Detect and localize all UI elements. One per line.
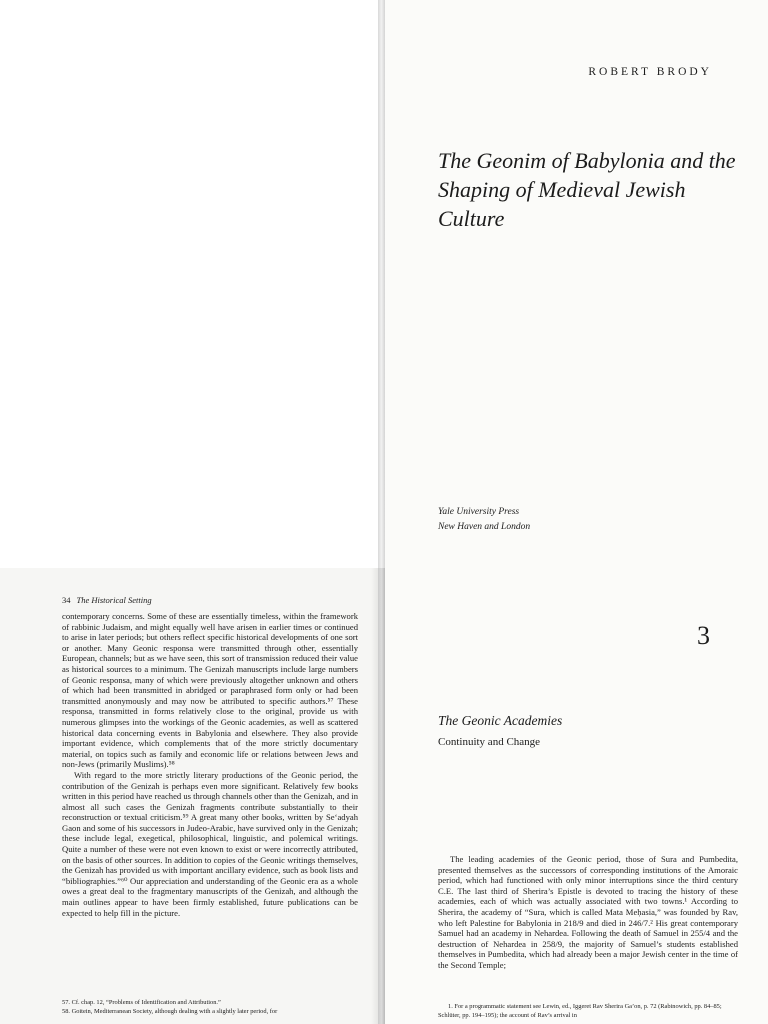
chapter-subtitle: Continuity and Change — [438, 736, 541, 748]
publisher-imprint — [438, 505, 530, 535]
title-page — [385, 0, 768, 568]
publisher-location: New Haven and London — [438, 522, 531, 532]
footnote: 57. Cf. chap. 12, “Problems of Identification and Attribution.” — [62, 999, 221, 1006]
book-title: The Geonim of Babylonia and the Shaping of Medieval Jewish Culture — [438, 148, 736, 231]
chapter-title: The Geonic Academies — [438, 713, 563, 728]
blank-page — [0, 0, 378, 568]
chapter-opening-page — [385, 568, 768, 1024]
page-number: 34 — [62, 595, 71, 605]
running-head — [62, 595, 152, 605]
footnote: 1. For a programmatic statement see Lewin, ed., Iggeret Rav Sherira Ga’on, p. 72 (Rabinowich, pp. 84–85; Schlüter, pp. 194–195); the account of Rav’s arrival in — [438, 1003, 722, 1019]
gutter-shadow — [371, 568, 385, 1024]
footnote: 58. Goitein, Mediterranean Society, although dealing with a slightly later period, for — [62, 1008, 278, 1015]
body-text: The leading academies of the Geonic period, those of Sura and Pumbedita, presented themselves as the successors of corresponding institutions of the Amoraic period, which had functioned with only minor interruptions since the third century C.E. The last third of Sherira’s Epistle is devoted to tracing the history of these academies, each of which was actually associated with two towns.¹ According to Sherira, the academy of “Sura, which is called Mata Meḥasia,” was founded by Rav, who left Palestine for Babylonia in 218/9 and died in 246/7.² His great contemporary Samuel had an academy in Nehardea. Following the death of Samuel in 255/4 and the destruction of Nehardea in 258/9, the majority of Samuel’s students established themselves in Pumbedita, which had already been a major Jewish center in the time of the Second Temple; — [438, 854, 738, 970]
author-name: ROBERT BRODY — [588, 66, 712, 78]
body-text — [62, 611, 358, 918]
footnotes — [62, 998, 358, 1016]
text-page-34 — [0, 568, 378, 1024]
paragraph: contemporary concerns. Some of these are essentially timeless, within the framework of rabbinic Judaism, and might equally well have arisen in earlier times or continued to arise in later periods; but others reflect specific historical developments of one sort or another. Many Geonic responsa were transmitted through other, essentially European, channels; but as we have seen, this sort of transmission reduced their value as historical sources to a minimum. The Genizah manuscripts include large numbers of Geonic responsa, many of which were previously altogether unknown and others of which had been transmitted in abridged or paraphrased form only or had been transmitted anonymously and may now be attributed to specific authors.⁵⁷ These responsa, transmitted in forms relatively close to the original, provide us with numerous glimpses into the workings of the Geonic academies, as well as scattered historical data concerning events in Babylonia and elsewhere. They also provide important evidence, which complements that of the more strictly documentary material, on topics such as family and economic life or relations between Jews and non-Jews (primarily Muslims).⁵⁸ — [62, 611, 358, 770]
running-head-title: The Historical Setting — [76, 595, 152, 605]
paragraph: With regard to the more strictly literary productions of the Geonic period, the contribution of the Genizah is perhaps even more significant. Relatively few books written in this period have reached us through channels other than the Genizah, and in almost all such cases the Genizah fragments contribute substantially to their reconstruction or textual criticism.⁵⁹ A great many other books, written by Se‘adyah Gaon and some of his successors in Judeo-Arabic, have survived only in the Genizah; these include legal, exegetical, philosophical, linguistic, and polemical writings. Quite a number of these were not even known to exist or were incorrectly attributed, on the basis of other sources. In addition to copies of the Geonic writings themselves, the Genizah has provided us with important ancillary evidence, such as book lists and “bibliographies.”⁶⁰ Our appreciation and understanding of the Geonic era as a whole owes a great deal to the fragmentary manuscripts of the Genizah, and although the main outlines appear to have been firmly established, future publications can be expected to help fill in the picture. — [62, 769, 358, 918]
publisher-name: Yale University Press — [438, 507, 520, 517]
chapter-number: 3 — [697, 621, 710, 650]
